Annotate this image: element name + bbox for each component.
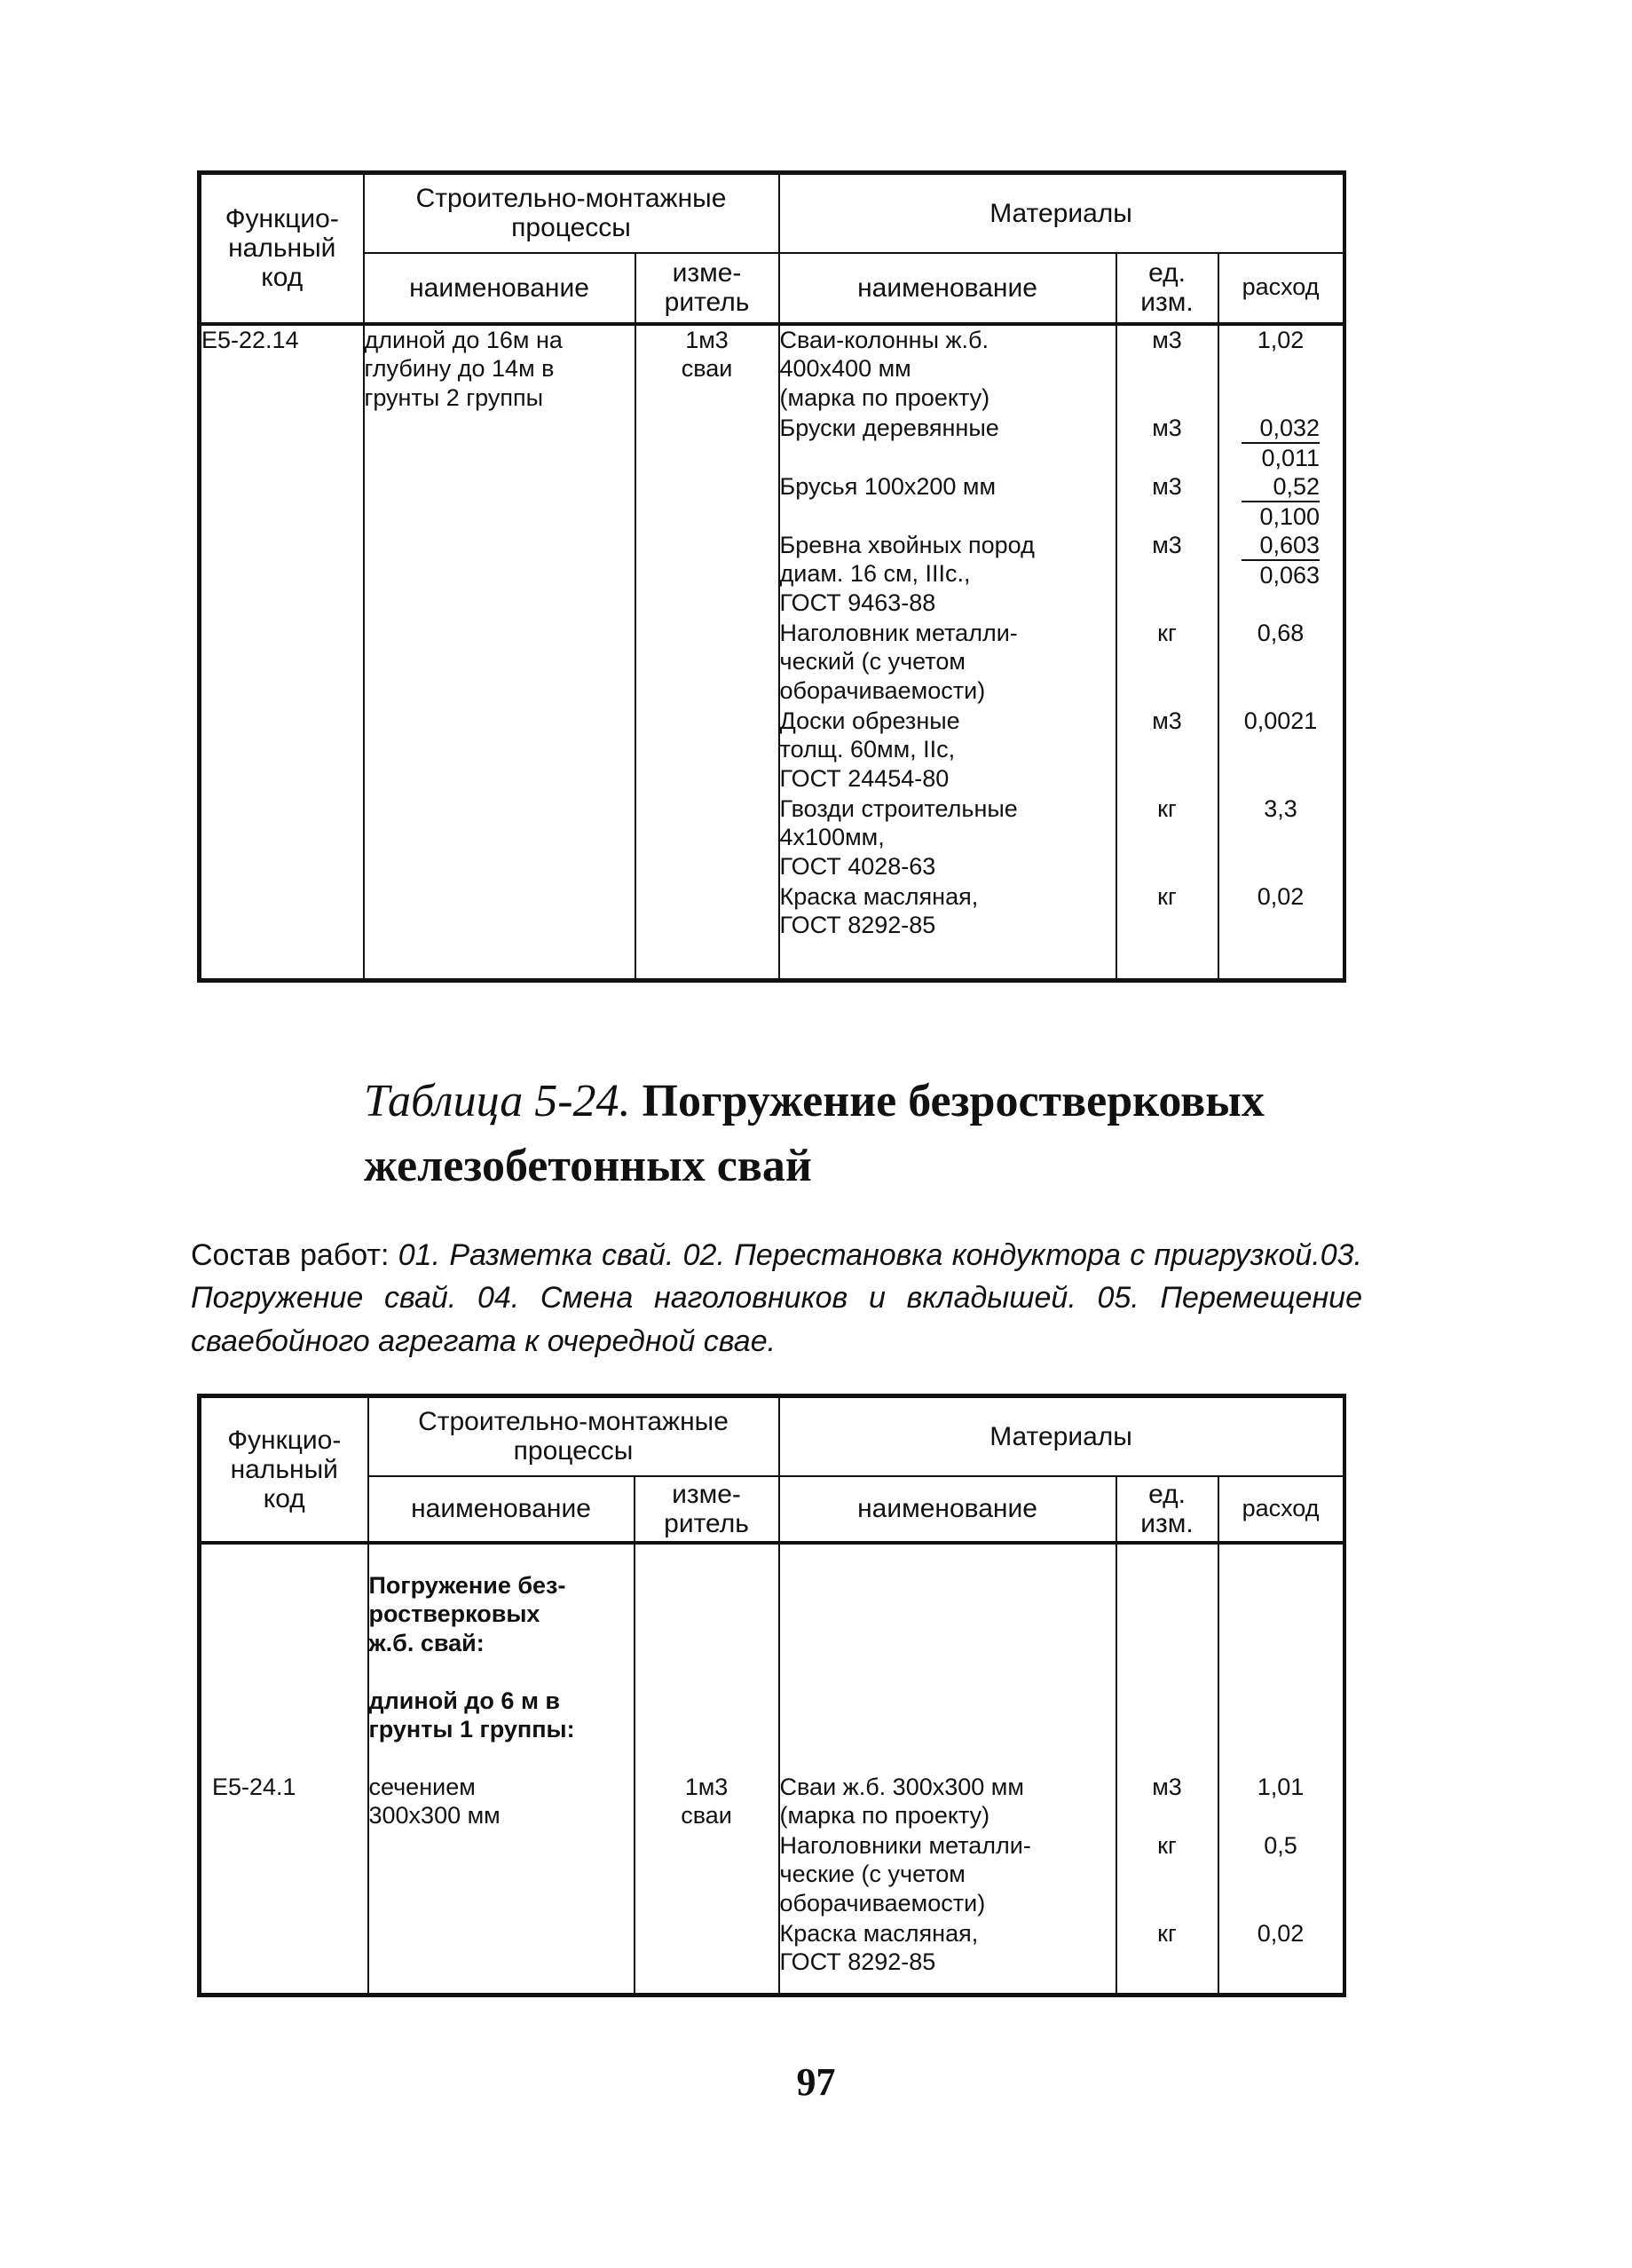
- work-composition: [191, 1234, 1362, 1363]
- header-function-code: Функцио- нальный код: [200, 1396, 368, 1543]
- process-cell: [368, 1543, 635, 1995]
- header-function-code: Функцио- нальный код: [200, 173, 364, 324]
- material-unit: м3: [1152, 1773, 1182, 1800]
- materials-rates: [1218, 1543, 1344, 1995]
- table-5-23-continuation: [197, 170, 1346, 983]
- material-rate: 0,02: [1257, 882, 1305, 910]
- material-name: Доски обрезные толщ. 60мм, IIс, ГОСТ 24454-80: [779, 707, 960, 793]
- header-rate: расход: [1218, 253, 1344, 324]
- material-name: Сваи-колонны ж.б. 400х400 мм (марка по проекту): [779, 326, 990, 412]
- material-rate-denominator: 0,100: [1259, 503, 1321, 531]
- material-name: Наголовник металли- ческий (с учетом оборачиваемости): [779, 619, 1018, 705]
- function-code: Е5-22.14: [200, 324, 364, 981]
- material-name: Краска масляная, ГОСТ 8292-85: [779, 882, 979, 939]
- work-composition-prefix: Состав работ:: [191, 1238, 390, 1272]
- materials-units: [1116, 1543, 1218, 1995]
- work-composition-text: 01. Разметка свай. 02. Перестановка кондуктора с пригрузкой.03. Погружение свай. 04. Смена наголовников и вкладышей. 05. Перемещение сваебойного агрегата к очередной свае.: [191, 1238, 1362, 1358]
- table-caption-title: Погружение безростверковых железобетонных свай: [364, 1076, 1265, 1191]
- header-rate: расход: [1218, 1476, 1344, 1543]
- header-materials: Материалы: [779, 173, 1344, 253]
- process-name: длиной до 16м на глубину до 14м в грунты 2 группы: [364, 324, 635, 981]
- material-unit: м3: [1152, 414, 1182, 441]
- material-rate-numerator: 0,032: [1242, 414, 1320, 445]
- header-process-name: наименование: [364, 253, 635, 324]
- header-unit: ед. изм.: [1116, 1476, 1218, 1543]
- material-rate: 1,01: [1257, 1773, 1305, 1800]
- header-unit: ед. изм.: [1116, 253, 1218, 324]
- header-processes: Строительно-монтажные процессы: [368, 1396, 779, 1476]
- header-processes: Строительно-монтажные процессы: [364, 173, 779, 253]
- material-unit: м3: [1152, 472, 1182, 500]
- header-material-name: наименование: [779, 1476, 1116, 1543]
- material-name: Краска масляная, ГОСТ 8292-85: [779, 1919, 979, 1976]
- subsection-heading: длиной до 6 м в грунты 1 группы:: [368, 1687, 575, 1743]
- material-unit: кг: [1157, 794, 1177, 822]
- material-rate-numerator: 0,603: [1242, 531, 1320, 562]
- material-unit: м3: [1152, 707, 1182, 734]
- material-name: Сваи ж.б. 300х300 мм (марка по проекту): [779, 1773, 1024, 1829]
- material-rate: 3,3: [1264, 794, 1297, 822]
- function-code-cell: [200, 1543, 368, 1995]
- page-number: 97: [796, 2060, 836, 2104]
- process-meter: 1м3 сваи: [635, 324, 779, 981]
- process-name: сечением 300х300 мм: [368, 1773, 501, 1829]
- header-material-name: наименование: [779, 253, 1116, 324]
- materials-names: [779, 1543, 1116, 1995]
- material-rate-denominator: 0,063: [1259, 562, 1321, 589]
- table-caption-label: Таблица 5-24.: [364, 1076, 631, 1126]
- material-name: Бревна хвойных пород диам. 16 см, IIIс., ГОСТ 9463-88: [779, 531, 1035, 617]
- material-rate: 0,68: [1257, 619, 1305, 646]
- section-heading: Погружение без- ростверковых ж.б. свай:: [368, 1571, 566, 1657]
- material-name: Бруски деревянные: [779, 414, 999, 441]
- material-name: Брусья 100х200 мм: [779, 472, 997, 500]
- header-process-name: наименование: [368, 1476, 635, 1543]
- material-rate: 0,5: [1264, 1831, 1297, 1859]
- material-unit: м3: [1152, 531, 1182, 558]
- materials-units: [1116, 324, 1218, 981]
- process-meter: 1м3 сваи: [681, 1773, 732, 1829]
- table-caption: [364, 1070, 1340, 1199]
- function-code: Е5-24.1: [212, 1773, 296, 1800]
- material-rate: 0,02: [1257, 1919, 1305, 1947]
- materials-rates: [1218, 324, 1344, 981]
- material-name: Гвозди строительные 4х100мм, ГОСТ 4028-63: [779, 794, 1018, 881]
- table-5-24: [197, 1394, 1346, 1997]
- material-name: Наголовники металли- ческие (с учетом оборачиваемости): [779, 1831, 1031, 1917]
- material-rate: 0,0021: [1243, 707, 1318, 734]
- header-meter: изме- ритель: [635, 1476, 779, 1543]
- materials-names: [779, 324, 1116, 981]
- header-meter: изме- ритель: [635, 253, 779, 324]
- material-unit: кг: [1157, 1831, 1177, 1859]
- material-unit: кг: [1157, 882, 1177, 910]
- material-rate-denominator: 0,011: [1261, 445, 1321, 472]
- material-unit: кг: [1157, 1919, 1177, 1947]
- material-unit: м3: [1152, 326, 1182, 353]
- material-rate: 1,02: [1257, 326, 1305, 353]
- material-unit: кг: [1157, 619, 1177, 646]
- header-materials: Материалы: [779, 1396, 1344, 1476]
- process-meter-cell: [635, 1543, 779, 1995]
- material-rate-numerator: 0,52: [1242, 472, 1320, 503]
